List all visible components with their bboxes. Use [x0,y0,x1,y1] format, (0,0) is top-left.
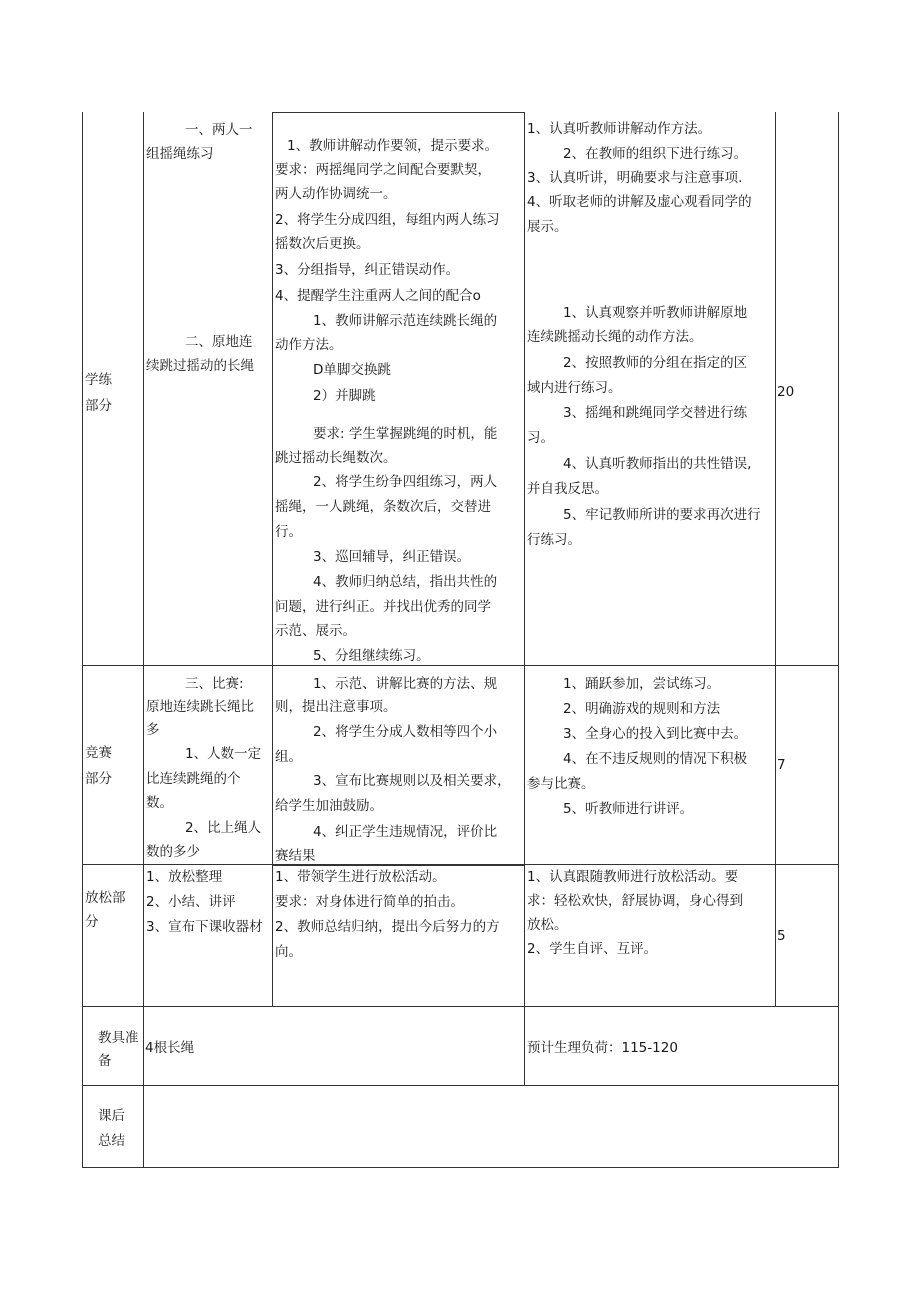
practice-student-line: 展示。 [527,219,568,235]
equipment-value: 4根长绳 [145,1040,195,1056]
practice-student-line: 3、摇绳和跳绳同学交替进行练 [563,405,748,421]
competition-student-line: 4、在不违反规则的情况下积极 [563,751,748,767]
practice-student-line: 1、认真听教师讲解动作方法。 [527,121,712,137]
competition-student-line: 2、明确游戏的规则和方法 [563,701,721,717]
competition-content: 数的多少 [146,844,200,860]
relax-label-2: 分 [85,914,99,930]
practice-student-line: 习。 [527,430,554,446]
relax-label-1: 放松部 [85,890,126,906]
practice-teacher-line: 1、教师讲解示范连续跳长绳的 [313,313,498,329]
practice-student-line: 3、认真听讲，明确要求与注意事项. [527,170,743,186]
practice-teacher-line: D单脚交换跳 [313,362,391,378]
practice-teacher-line: 要求: 学生掌握跳绳的时机，能 [313,426,498,442]
competition-label-2: 部分 [85,771,112,787]
practice-student-line: 5、牢记教师所讲的要求再次进行 [563,507,761,523]
competition-teacher-line: 赛结果 [275,848,316,864]
relax-student-line: 求：轻松欢快，舒展协调，身心得到 [527,893,743,909]
competition-student-line: 5、听教师进行讲评。 [563,801,694,817]
practice-teacher-line: 摇数次后更换。 [275,236,370,252]
practice-teacher-line: 1、教师讲解动作要领，提示要求。 [287,138,499,154]
relax-teacher-line: 要求：对身体进行简单的拍击。 [275,894,464,910]
competition-content: 比连续跳绳的个 [146,771,241,787]
competition-content: 多 [146,722,160,738]
practice-time: 20 [777,384,795,400]
practice-teacher-line: 问题，进行纠正。并找出优秀的同学 [275,599,491,615]
competition-student-line: 1、踊跃参加，尝试练习。 [563,676,721,692]
practice-label-2: 部分 [85,398,112,414]
summary-label-2: 总结 [98,1133,125,1149]
practice-student-line: 4、认真听教师指出的共性错误, [563,456,752,472]
competition-student-line: 参与比赛。 [527,776,595,792]
relax-teacher-line: 向。 [275,944,302,960]
practice-student-line: 行练习。 [527,532,581,548]
practice-content: 组摇绳练习 [146,146,214,162]
relax-content: 2、小结、讲评 [146,894,236,910]
practice-student-line: 2、在教师的组织下进行练习。 [563,146,748,162]
competition-time: 7 [777,757,786,773]
competition-content: 数。 [146,795,173,811]
practice-student-line: 域内进行练习。 [527,380,622,396]
relax-teacher-line: 1、带领学生进行放松活动。 [275,869,446,885]
practice-student-line: 4、听取老师的讲解及虚心观看同学的 [527,194,752,210]
practice-content: 一、两人一 [185,122,253,138]
competition-teacher-line: 3、宣布比赛规则以及相关要求， [313,773,511,789]
practice-teacher-line: 跳过摇动长绳数次。 [275,450,397,466]
competition-content: 原地连续跳长绳比 [146,699,254,715]
relax-content: 1、放松整理 [146,869,223,885]
practice-teacher-line: 3、巡回辅导，纠正错误。 [313,549,471,565]
practice-teacher-line: 两人动作协调统一。 [275,186,397,202]
practice-teacher-line: 要求：两摇绳同学之间配合要默契， [275,162,491,178]
competition-teacher-line: 给学生加油鼓励。 [275,798,383,814]
practice-teacher-line: 2）并脚跳 [313,388,376,404]
competition-content: 1、人数一定 [185,746,262,762]
practice-content: 续跳过摇动的长绳 [146,358,254,374]
practice-teacher-line: 行。 [275,524,302,540]
competition-content: 2、比上绳人 [185,820,262,836]
practice-student-line: 连续跳摇动长绳的动作方法。 [527,329,703,345]
practice-teacher-line: 摇绳，一人跳绳，条数次后，交替进 [275,499,491,515]
practice-teacher-line: 2、将学生分成四组，每组内两人练习 [275,212,500,228]
relax-student-line: 1、认真跟随教师进行放松活动。要 [527,869,739,885]
practice-teacher-line: 示范、展示。 [275,623,356,639]
competition-teacher-line: 组。 [275,749,302,765]
practice-teacher-line: 2、将学生纷争四组练习，两人 [313,474,498,490]
practice-teacher-line: 4、提醒学生注重两人之间的配合o [275,288,481,304]
physiological-load: 预计生理负荷：115-120 [527,1040,678,1056]
competition-teacher-line: 2、将学生分成人数相等四个小 [313,724,498,740]
relax-time: 5 [777,928,786,944]
competition-teacher-line: 1、示范、讲解比赛的方法、规 [313,676,498,692]
relax-student-line: 2、学生自评、互评。 [527,941,658,957]
practice-content: 二、原地连 [185,334,253,350]
practice-student-line: 2、按照教师的分组在指定的区 [563,355,748,371]
relax-teacher-line: 2、教师总结归纳，提出今后努力的方 [275,919,500,935]
practice-teacher-line: 5、分组继续练习。 [313,648,430,664]
summary-content[interactable] [144,1086,838,1167]
practice-label-1: 学练 [85,372,112,388]
competition-teacher-line: 4、纠正学生违规情况，评价比 [313,824,498,840]
practice-teacher-line: 动作方法。 [275,337,343,353]
relax-student-line: 放松。 [527,917,568,933]
competition-label-1: 竞赛 [85,745,112,761]
equipment-label-1: 教具准 [98,1030,139,1046]
relax-content: 3、宣布下课收器材 [146,919,263,935]
competition-student-line: 3、全身心的投入到比赛中去。 [563,726,748,742]
practice-student-line: 1、认真观察并听教师讲解原地 [563,305,748,321]
competition-teacher-line: 则，提出注意事项。 [275,699,397,715]
practice-teacher-line: 4、教师归纳总结，指出共性的 [313,574,498,590]
practice-teacher-line: 3、分组指导，纠正错误动作。 [275,262,460,278]
competition-content: 三、比赛: [185,676,244,692]
practice-student-line: 并自我反思。 [527,481,608,497]
equipment-label-2: 备 [98,1053,112,1069]
summary-label-1: 课后 [98,1108,125,1124]
